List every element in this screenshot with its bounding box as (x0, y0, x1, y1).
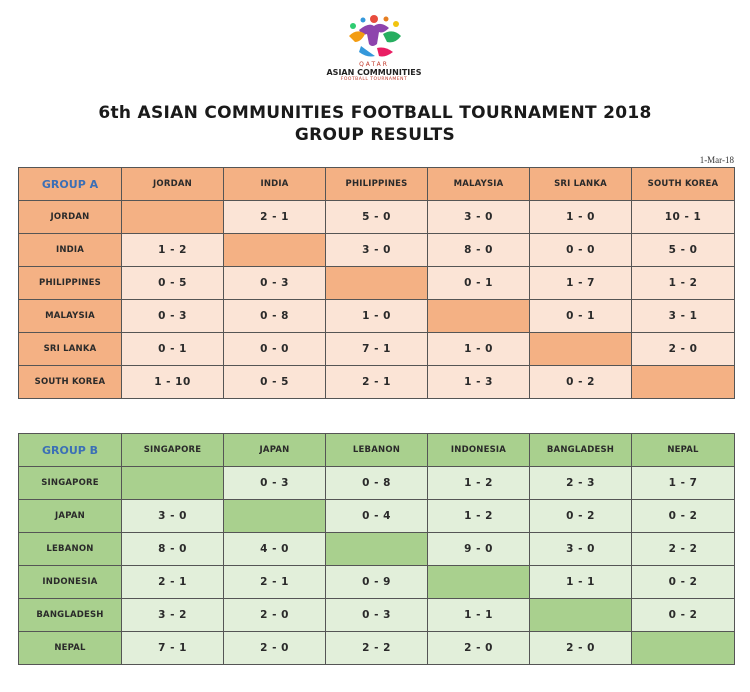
score-cell: 0 - 0 (224, 333, 326, 366)
tournament-logo (318, 12, 430, 90)
score-cell: 0 - 8 (326, 467, 428, 500)
group-a-table (18, 167, 735, 399)
score-cell: 0 - 2 (632, 566, 735, 599)
logo-line-name: ASIAN COMMUNITIES (326, 68, 422, 77)
score-cell: 3 - 0 (122, 500, 224, 533)
column-header-team: SRI LANKA (530, 168, 632, 201)
score-cell: 2 - 2 (632, 533, 735, 566)
score-cell: 0 - 2 (632, 599, 735, 632)
score-cell: 0 - 1 (122, 333, 224, 366)
row-header-team: JAPAN (19, 500, 122, 533)
score-cell: 0 - 8 (224, 300, 326, 333)
diagonal-cell (224, 234, 326, 267)
group-b-table (18, 433, 735, 665)
diagonal-cell (326, 267, 428, 300)
score-cell: 2 - 0 (632, 333, 735, 366)
score-cell: 0 - 2 (632, 500, 735, 533)
score-cell: 3 - 0 (428, 201, 530, 234)
score-cell: 8 - 0 (122, 533, 224, 566)
score-cell: 9 - 0 (428, 533, 530, 566)
score-cell: 2 - 3 (530, 467, 632, 500)
score-cell: 0 - 4 (326, 500, 428, 533)
row-header-team: PHILIPPINES (19, 267, 122, 300)
diagonal-cell (122, 467, 224, 500)
row-header-team: SINGAPORE (19, 467, 122, 500)
score-cell: 2 - 0 (428, 632, 530, 665)
column-header-team: JAPAN (224, 434, 326, 467)
score-cell: 0 - 2 (530, 366, 632, 399)
score-cell: 0 - 3 (224, 267, 326, 300)
table-row (19, 500, 735, 533)
logo-line-qatar: QATAR (359, 61, 389, 68)
score-cell: 0 - 5 (122, 267, 224, 300)
page-title: 6th ASIAN COMMUNITIES FOOTBALL TOURNAMENT 2018 (98, 103, 652, 123)
table-row (19, 599, 735, 632)
score-cell: 2 - 2 (326, 632, 428, 665)
score-cell: 8 - 0 (428, 234, 530, 267)
score-cell: 1 - 3 (428, 366, 530, 399)
score-cell: 0 - 2 (530, 500, 632, 533)
score-cell: 1 - 0 (326, 300, 428, 333)
score-cell: 1 - 0 (530, 201, 632, 234)
column-header-team: INDIA (224, 168, 326, 201)
column-header-team: PHILIPPINES (326, 168, 428, 201)
diagonal-cell (530, 333, 632, 366)
score-cell: 3 - 0 (530, 533, 632, 566)
score-cell: 4 - 0 (224, 533, 326, 566)
row-header-team: INDONESIA (19, 566, 122, 599)
score-cell: 0 - 5 (224, 366, 326, 399)
table-row (19, 467, 735, 500)
score-cell: 1 - 2 (122, 234, 224, 267)
row-header-team: LEBANON (19, 533, 122, 566)
score-cell: 7 - 1 (326, 333, 428, 366)
score-cell: 1 - 2 (632, 267, 735, 300)
diagonal-cell (632, 366, 735, 399)
diagonal-cell (428, 300, 530, 333)
table-row (19, 366, 735, 399)
row-header-team: SOUTH KOREA (19, 366, 122, 399)
table-row (19, 300, 735, 333)
score-cell: 0 - 3 (122, 300, 224, 333)
table-row (19, 267, 735, 300)
score-cell: 0 - 9 (326, 566, 428, 599)
score-cell: 0 - 1 (428, 267, 530, 300)
score-cell: 5 - 0 (632, 234, 735, 267)
table-row (19, 566, 735, 599)
table-row (19, 201, 735, 234)
diagonal-cell (122, 201, 224, 234)
score-cell: 1 - 2 (428, 467, 530, 500)
score-cell: 1 - 1 (428, 599, 530, 632)
column-header-team: MALAYSIA (428, 168, 530, 201)
diagonal-cell (632, 632, 735, 665)
row-header-team: SRI LANKA (19, 333, 122, 366)
score-cell: 2 - 0 (224, 599, 326, 632)
score-cell: 2 - 0 (224, 632, 326, 665)
score-cell: 0 - 0 (530, 234, 632, 267)
score-cell: 2 - 1 (122, 566, 224, 599)
score-cell: 0 - 3 (224, 467, 326, 500)
header-row (19, 168, 735, 201)
score-cell: 0 - 3 (326, 599, 428, 632)
column-header-team: LEBANON (326, 434, 428, 467)
group-label: GROUP B (19, 434, 122, 467)
page-subtitle: GROUP RESULTS (294, 125, 456, 145)
diagonal-cell (224, 500, 326, 533)
score-cell: 1 - 1 (530, 566, 632, 599)
score-cell: 1 - 7 (530, 267, 632, 300)
table-row (19, 234, 735, 267)
logo-figures-icon (339, 12, 409, 60)
score-cell: 1 - 10 (122, 366, 224, 399)
column-header-team: INDONESIA (428, 434, 530, 467)
table-row (19, 533, 735, 566)
row-header-team: NEPAL (19, 632, 122, 665)
diagonal-cell (530, 599, 632, 632)
score-cell: 5 - 0 (326, 201, 428, 234)
row-header-team: INDIA (19, 234, 122, 267)
score-cell: 2 - 1 (224, 201, 326, 234)
header-row (19, 434, 735, 467)
table-row (19, 632, 735, 665)
column-header-team: NEPAL (632, 434, 735, 467)
table-row (19, 333, 735, 366)
score-cell: 3 - 0 (326, 234, 428, 267)
score-cell: 3 - 2 (122, 599, 224, 632)
score-cell: 0 - 1 (530, 300, 632, 333)
score-cell: 2 - 0 (530, 632, 632, 665)
diagonal-cell (428, 566, 530, 599)
row-header-team: MALAYSIA (19, 300, 122, 333)
score-cell: 2 - 1 (326, 366, 428, 399)
score-cell: 10 - 1 (632, 201, 735, 234)
score-cell: 1 - 0 (428, 333, 530, 366)
score-cell: 1 - 2 (428, 500, 530, 533)
score-cell: 7 - 1 (122, 632, 224, 665)
logo-line-sub: FOOTBALL TOURNAMENT (340, 77, 408, 82)
diagonal-cell (326, 533, 428, 566)
column-header-team: BANGLADESH (530, 434, 632, 467)
date-label: 1-Mar-18 (699, 155, 734, 165)
column-header-team: SOUTH KOREA (632, 168, 735, 201)
score-cell: 2 - 1 (224, 566, 326, 599)
column-header-team: SINGAPORE (122, 434, 224, 467)
row-header-team: JORDAN (19, 201, 122, 234)
group-label: GROUP A (19, 168, 122, 201)
row-header-team: BANGLADESH (19, 599, 122, 632)
score-cell: 1 - 7 (632, 467, 735, 500)
score-cell: 3 - 1 (632, 300, 735, 333)
column-header-team: JORDAN (122, 168, 224, 201)
